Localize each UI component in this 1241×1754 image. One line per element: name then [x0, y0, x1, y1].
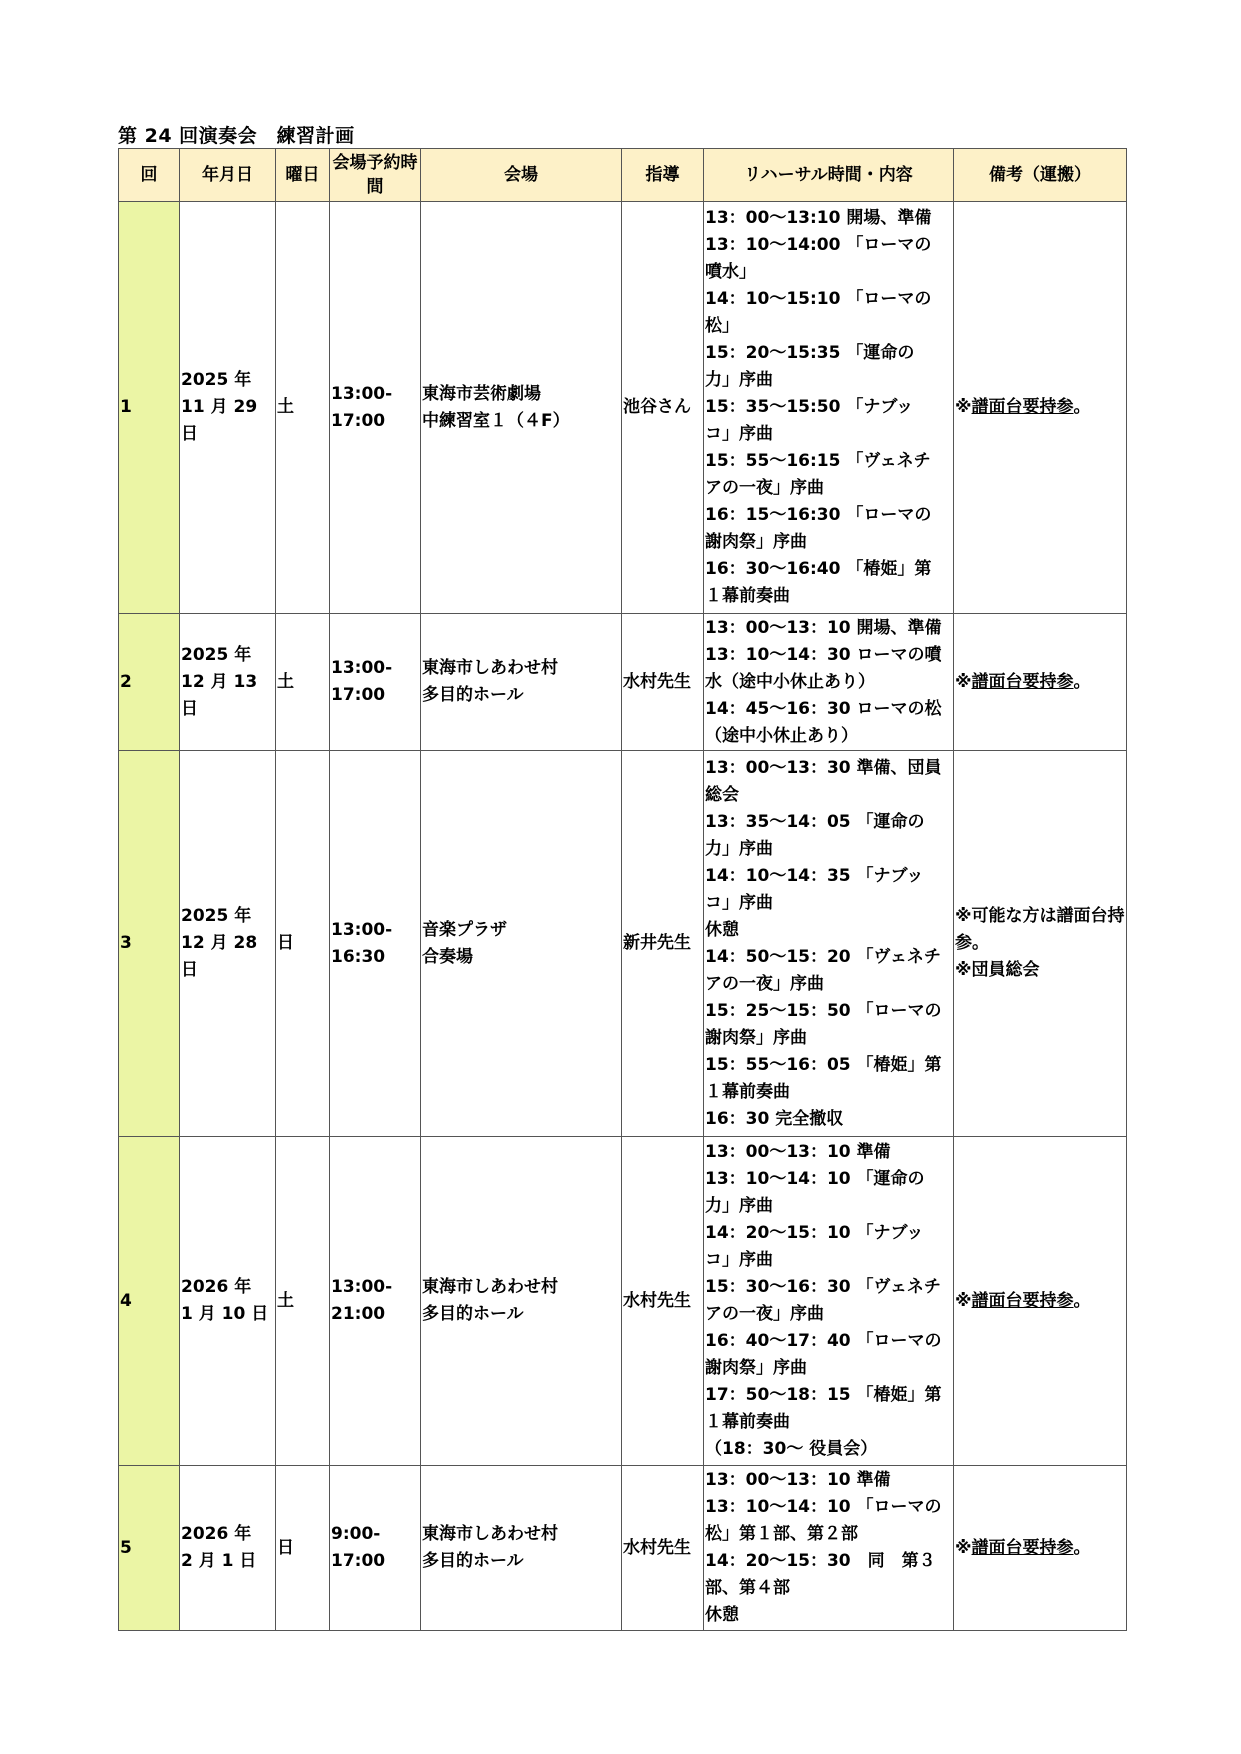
- table-row: [119, 1137, 1127, 1466]
- date-cell: [180, 614, 276, 751]
- table-row: [119, 1466, 1127, 1631]
- note-underlined: 譜面台要持参: [971, 671, 1074, 692]
- round-number-text: 3: [120, 933, 132, 953]
- notes-cell: [954, 202, 1127, 614]
- table-row: [119, 202, 1127, 614]
- rehearsal-content-cell: [704, 1137, 954, 1466]
- note-prefix: ※: [955, 1290, 972, 1311]
- reservation-time-cell: [330, 614, 421, 751]
- rehearsal-line: 総会: [705, 784, 739, 805]
- reservation-time-line: 17:00: [331, 685, 386, 705]
- venue-cell: [421, 751, 622, 1137]
- weekday-text: 日: [277, 933, 294, 953]
- note-underlined: 譜面台要持参: [971, 1537, 1074, 1558]
- rehearsal-line: （途中小休止あり）: [705, 725, 858, 746]
- reservation-time-line: 16:30: [331, 946, 386, 967]
- rehearsal-line: 噴水」: [705, 262, 756, 282]
- rehearsal-line: アの一夜」序曲: [705, 478, 824, 498]
- venue-line: 多目的ホール: [422, 685, 524, 705]
- header-notes: 備考（運搬）: [954, 149, 1127, 202]
- reservation-time-cell: [330, 202, 421, 614]
- coach-text: 水村先生: [623, 671, 691, 692]
- round-number: [119, 751, 180, 1137]
- table-header-row: [119, 149, 1127, 202]
- rehearsal-line: 松」: [705, 316, 739, 336]
- rehearsal-line: 16：30～16:40 「椿姫」第: [705, 559, 932, 579]
- note-prefix: ※: [955, 397, 972, 417]
- date-line: 1 月 10 日: [181, 1304, 269, 1324]
- header-reservation-time: 会場予約時間: [330, 149, 421, 202]
- coach-text: 新井先生: [623, 933, 691, 953]
- rehearsal-line: アの一夜」序曲: [705, 973, 824, 994]
- rehearsal-line: 13：10～14：10 「運命の: [705, 1169, 925, 1189]
- rehearsal-line: 17：50～18：15 「椿姫」第: [705, 1385, 942, 1405]
- notes-cell: [954, 1466, 1127, 1631]
- round-number: [119, 202, 180, 614]
- rehearsal-line: 14：10～15:10 「ローマの: [705, 289, 932, 309]
- rehearsal-line: 謝肉祭」序曲: [705, 532, 807, 552]
- rehearsal-line: 13：00～13：30 準備、団員: [705, 757, 942, 778]
- venue-line: 東海市しあわせ村: [422, 1277, 558, 1297]
- venue-line: 合奏場: [422, 946, 473, 967]
- header-rehearsal: リハーサル時間・内容: [704, 149, 954, 202]
- notes-cell: [954, 751, 1127, 1137]
- coach-text: 水村先生: [623, 1290, 691, 1311]
- reservation-time-cell: [330, 1137, 421, 1466]
- coach-cell: [622, 1466, 704, 1631]
- rehearsal-line: 14：20～15：10 「ナブッ: [705, 1223, 924, 1243]
- rehearsal-line: 16：30 完全撤収: [705, 1108, 844, 1129]
- reservation-time-cell: [330, 1466, 421, 1631]
- weekday-cell: [276, 202, 330, 614]
- rehearsal-line: １幕前奏曲: [705, 1412, 790, 1432]
- coach-text: 水村先生: [623, 1537, 691, 1558]
- reservation-time-line: 9:00-: [331, 1524, 381, 1544]
- coach-cell: [622, 1137, 704, 1466]
- round-number: [119, 614, 180, 751]
- reservation-time-line: 13:00-: [331, 919, 393, 940]
- practice-schedule-table: [118, 148, 1127, 1631]
- rehearsal-line: 力」序曲: [705, 838, 773, 859]
- weekday-cell: [276, 751, 330, 1137]
- coach-cell: [622, 751, 704, 1137]
- rehearsal-line: 15：30～16：30 「ヴェネチ: [705, 1277, 941, 1297]
- rehearsal-line: （18：30～ 役員会）: [705, 1439, 878, 1459]
- note-suffix: 。: [1073, 671, 1091, 692]
- weekday-text: 土: [277, 1290, 294, 1311]
- table-row: [119, 751, 1127, 1137]
- venue-line: 東海市芸術劇場: [422, 383, 541, 404]
- venue-line: 多目的ホール: [422, 1551, 524, 1571]
- round-number: [119, 1466, 180, 1631]
- rehearsal-line: 力」序曲: [705, 370, 773, 390]
- rehearsal-content-cell: [704, 1466, 954, 1631]
- header-coach: 指導: [622, 149, 704, 202]
- rehearsal-line: 13：00～13：10 準備: [705, 1470, 891, 1490]
- rehearsal-line: 15：55～16:15 「ヴェネチ: [705, 451, 931, 471]
- rehearsal-line: コ」序曲: [705, 424, 773, 444]
- rehearsal-line: 15：35～15:50 「ナブッ: [705, 397, 914, 417]
- venue-cell: [421, 202, 622, 614]
- venue-line: 東海市しあわせ村: [422, 1524, 558, 1544]
- weekday-cell: [276, 614, 330, 751]
- note-line: 参。: [955, 933, 989, 953]
- date-line: 2 月 1 日: [181, 1551, 257, 1571]
- reservation-time-line: 17:00: [331, 410, 386, 431]
- reservation-time-line: 13:00-: [331, 383, 393, 404]
- date-cell: [180, 1466, 276, 1631]
- date-line: 2025 年: [181, 644, 252, 665]
- venue-line: 中練習室１（４F）: [422, 410, 570, 431]
- rehearsal-line: 16：15～16:30 「ローマの: [705, 505, 932, 525]
- venue-line: 東海市しあわせ村: [422, 658, 558, 678]
- venue-cell: [421, 614, 622, 751]
- rehearsal-content-cell: [704, 751, 954, 1137]
- date-line: 2025 年: [181, 906, 252, 926]
- date-line: 12 月 28 日: [181, 933, 264, 980]
- note-prefix: ※: [955, 1537, 972, 1558]
- coach-cell: [622, 614, 704, 751]
- reservation-time-line: 13:00-: [331, 658, 393, 678]
- weekday-text: 日: [277, 1537, 294, 1558]
- rehearsal-content-cell: [704, 202, 954, 614]
- note-line: ※団員総会: [955, 960, 1040, 980]
- round-number-text: 2: [120, 671, 132, 692]
- rehearsal-line: 謝肉祭」序曲: [705, 1358, 807, 1378]
- weekday-cell: [276, 1466, 330, 1631]
- venue-line: 多目的ホール: [422, 1304, 524, 1324]
- venue-line: 音楽プラザ: [422, 919, 507, 940]
- rehearsal-line: 14：50～15：20 「ヴェネチ: [705, 946, 941, 967]
- rehearsal-line: 13：35～14：05 「運命の: [705, 811, 925, 832]
- rehearsal-line: １幕前奏曲: [705, 586, 790, 606]
- rehearsal-line: 部、第４部: [705, 1578, 790, 1598]
- weekday-cell: [276, 1137, 330, 1466]
- rehearsal-line: 松」第１部、第２部: [705, 1524, 858, 1544]
- round-number-text: 1: [120, 397, 132, 417]
- table-row: [119, 614, 1127, 751]
- note-suffix: 。: [1073, 1537, 1091, 1558]
- rehearsal-line: 13：00～13：10 開場、準備: [705, 617, 942, 638]
- reservation-time-line: 17:00: [331, 1551, 386, 1571]
- rehearsal-line: 13：10～14：10 「ローマの: [705, 1497, 942, 1517]
- rehearsal-line: 14：45～16：30 ローマの松: [705, 698, 942, 719]
- rehearsal-line: １幕前奏曲: [705, 1081, 790, 1102]
- header-date: 年月日: [180, 149, 276, 202]
- rehearsal-line: 休憩: [705, 1605, 739, 1625]
- note-underlined: 譜面台要持参: [971, 397, 1074, 417]
- rehearsal-line: 15：55～16：05 「椿姫」第: [705, 1054, 942, 1075]
- rehearsal-line: 14：20～15：30 同 第３: [705, 1551, 936, 1571]
- venue-cell: [421, 1137, 622, 1466]
- date-cell: [180, 202, 276, 614]
- date-line: 2025 年: [181, 370, 252, 390]
- rehearsal-line: 力」序曲: [705, 1196, 773, 1216]
- rehearsal-line: アの一夜」序曲: [705, 1304, 824, 1324]
- round-number: [119, 1137, 180, 1466]
- reservation-time-cell: [330, 751, 421, 1137]
- rehearsal-line: 15：25～15：50 「ローマの: [705, 1000, 942, 1021]
- rehearsal-line: 13：00～13:10 開場、準備: [705, 208, 932, 228]
- rehearsal-line: コ」序曲: [705, 1250, 773, 1270]
- round-number-text: 4: [120, 1290, 132, 1311]
- coach-text: 池谷さん: [623, 397, 691, 417]
- notes-cell: [954, 614, 1127, 751]
- round-number-text: 5: [120, 1537, 132, 1558]
- header-weekday: 曜日: [276, 149, 330, 202]
- header-round: 回: [119, 149, 180, 202]
- page-title: 第 24 回演奏会 練習計画: [118, 125, 355, 147]
- rehearsal-line: 13：10～14：30 ローマの噴: [705, 644, 942, 665]
- rehearsal-line: 16：40～17：40 「ローマの: [705, 1331, 942, 1351]
- rehearsal-line: コ」序曲: [705, 892, 773, 913]
- note-suffix: 。: [1073, 1290, 1091, 1311]
- weekday-text: 土: [277, 397, 294, 417]
- note-underlined: 譜面台要持参: [971, 1290, 1074, 1311]
- note-prefix: ※: [955, 671, 972, 692]
- rehearsal-line: 13：00～13：10 準備: [705, 1142, 891, 1162]
- coach-cell: [622, 202, 704, 614]
- date-line: 2026 年: [181, 1277, 252, 1297]
- rehearsal-content-cell: [704, 614, 954, 751]
- rehearsal-line: 休憩: [705, 919, 739, 940]
- rehearsal-line: 水（途中小休止あり）: [705, 671, 875, 692]
- venue-cell: [421, 1466, 622, 1631]
- note-suffix: 。: [1073, 397, 1091, 417]
- reservation-time-line: 21:00: [331, 1304, 386, 1324]
- rehearsal-line: 15：20～15:35 「運命の: [705, 343, 915, 363]
- rehearsal-line: 13：10～14:00 「ローマの: [705, 235, 932, 255]
- date-cell: [180, 751, 276, 1137]
- date-line: 11 月 29 日: [181, 397, 264, 444]
- weekday-text: 土: [277, 671, 294, 692]
- date-line: 2026 年: [181, 1524, 252, 1544]
- note-line: ※可能な方は譜面台持: [955, 906, 1125, 926]
- header-venue: 会場: [421, 149, 622, 202]
- rehearsal-line: 謝肉祭」序曲: [705, 1027, 807, 1048]
- reservation-time-line: 13:00-: [331, 1277, 393, 1297]
- date-cell: [180, 1137, 276, 1466]
- date-line: 12 月 13 日: [181, 671, 264, 719]
- notes-cell: [954, 1137, 1127, 1466]
- rehearsal-line: 14：10～14：35 「ナブッ: [705, 865, 924, 886]
